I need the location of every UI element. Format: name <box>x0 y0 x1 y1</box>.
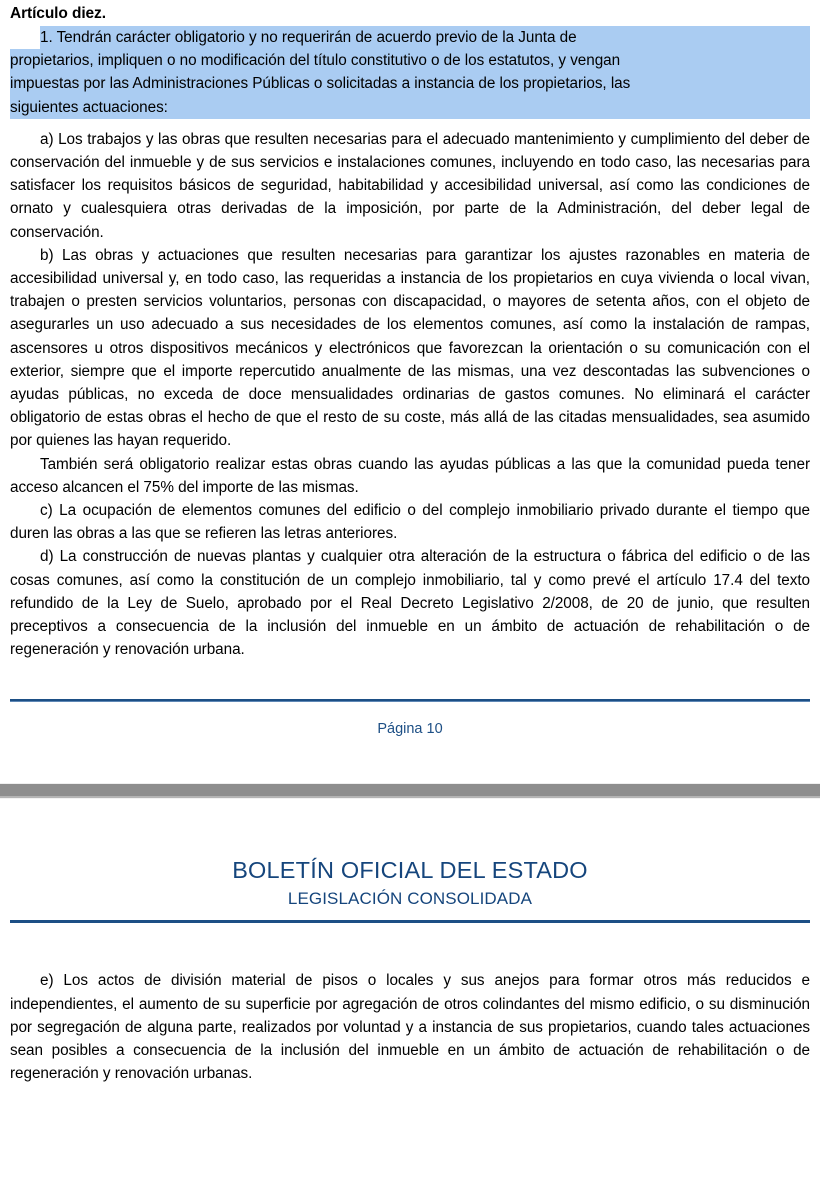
document-page-2 <box>0 799 820 1085</box>
masthead-subtitle: LEGISLACIÓN CONSOLIDADA <box>287 889 533 909</box>
paragraph-a: a) Los trabajos y las obras que resulten necesarias para el adecuado mantenimiento y cumplimiento del deber de conservación del inmueble y de sus servicios e instalaciones comunes, incluyendo en todo caso, las necesarias para satisfacer los requisitos básicos de seguridad, habitabilidad y accesibilidad universal, así como las condiciones de ornato y cualesquiera otras derivadas de la imposición, por parte de la Administración, del deber legal de conservación. <box>10 130 810 241</box>
article-heading: Artículo diez. <box>10 5 106 22</box>
page-2-body <box>10 931 810 1085</box>
masthead <box>10 799 810 910</box>
page-footer-rule <box>10 699 810 702</box>
paragraph-c: c) La ocupación de elementos comunes del edificio o del complejo inmobiliario privado durante el tiempo que duren las obras a las que se refieren las letras anteriores. <box>10 502 810 543</box>
highlighted-line-4-text: siguientes actuaciones: <box>10 98 168 116</box>
paragraph-b: b) Las obras y actuaciones que resulten necesarias para garantizar los ajustes razonables en materia de accesibilidad universal y, en todo caso, las requeridas a instancia de los propietarios en cuya vivienda o local vivan, trabajen o presten servicios voluntarios, personas con discapacidad, o mayores de setenta años, con el objeto de asegurarles un uso adecuado a sus necesidades de los elementos comunes, así como la instalación de rampas, ascensores u otros dispositivos mecánicos y electrónicos que favorezcan la orientación o su comunicación con el exterior, siempre que el importe repercutido anualmente de las mismas, una vez descontadas las subvenciones o ayudas públicas, no exceda de doce mensualidades ordinarias de gastos comunes. No eliminará el carácter obligatorio de estas obras el hecho de que el resto de su coste, más allá de las citadas mensualidades, sea asumido por quienes las hayan requerido. <box>10 246 810 450</box>
paragraph-spacer <box>10 119 810 128</box>
page-number-footer: Página 10 <box>377 721 443 738</box>
highlighted-line-4 <box>10 96 810 119</box>
paragraph-d: d) La construcción de nuevas plantas y cualquier otra alteración de la estructura o fábrica del edificio o de las cosas comunes, así como la constitución de un complejo inmobiliario, tal y como prevé el artículo 17.4 del texto refundido de la Ley de Suelo, aprobado por el Real Decreto Legislativo 2/2008, de 20 de junio, que resulten preceptivos a consecuencia de la inclusión del inmueble en un ámbito de actuación de rehabilitación o de regeneración y renovación urbana. <box>10 548 810 659</box>
highlighted-paragraph[interactable] <box>10 26 810 119</box>
page-gap <box>0 738 820 783</box>
highlighted-line-3-text: impuestas por las Administraciones Públicas o solicitadas a instancia de los propietarios, las <box>10 75 631 93</box>
masthead-rule <box>10 920 810 923</box>
page-break-separator <box>0 783 820 799</box>
highlighted-line-2-text: propietarios, impliquen o no modificación del título constitutivo o de los estatutos, y vengan <box>10 52 621 70</box>
highlighted-line-3 <box>10 72 810 95</box>
highlighted-line-2 <box>10 49 810 72</box>
masthead-title: BOLETÍN OFICIAL DEL ESTADO <box>232 857 588 884</box>
highlighted-line-1-text: 1. Tendrán carácter obligatorio y no requerirán de acuerdo previo de la Junta de <box>40 29 577 46</box>
highlighted-line-1 <box>40 26 810 49</box>
paragraph-tambien: También será obligatorio realizar estas obras cuando las ayudas públicas a las que la comunidad pueda tener acceso alcancen el 75% del importe de las mismas. <box>10 455 810 496</box>
paragraph-e: e) Los actos de división material de pisos o locales y sus anejos para formar otros más reducidos e independientes, el aumento de su superficie por agregación de otros colindantes del mismo edificio, o su disminución por segregación de alguna parte, realizados por voluntad y a instancia de sus propietarios, cuando tales actuaciones sean posibles a consecuencia de la inclusión del inmueble en un ámbito de actuación de rehabilitación o de regeneración y renovación urbanas. <box>10 972 810 1083</box>
